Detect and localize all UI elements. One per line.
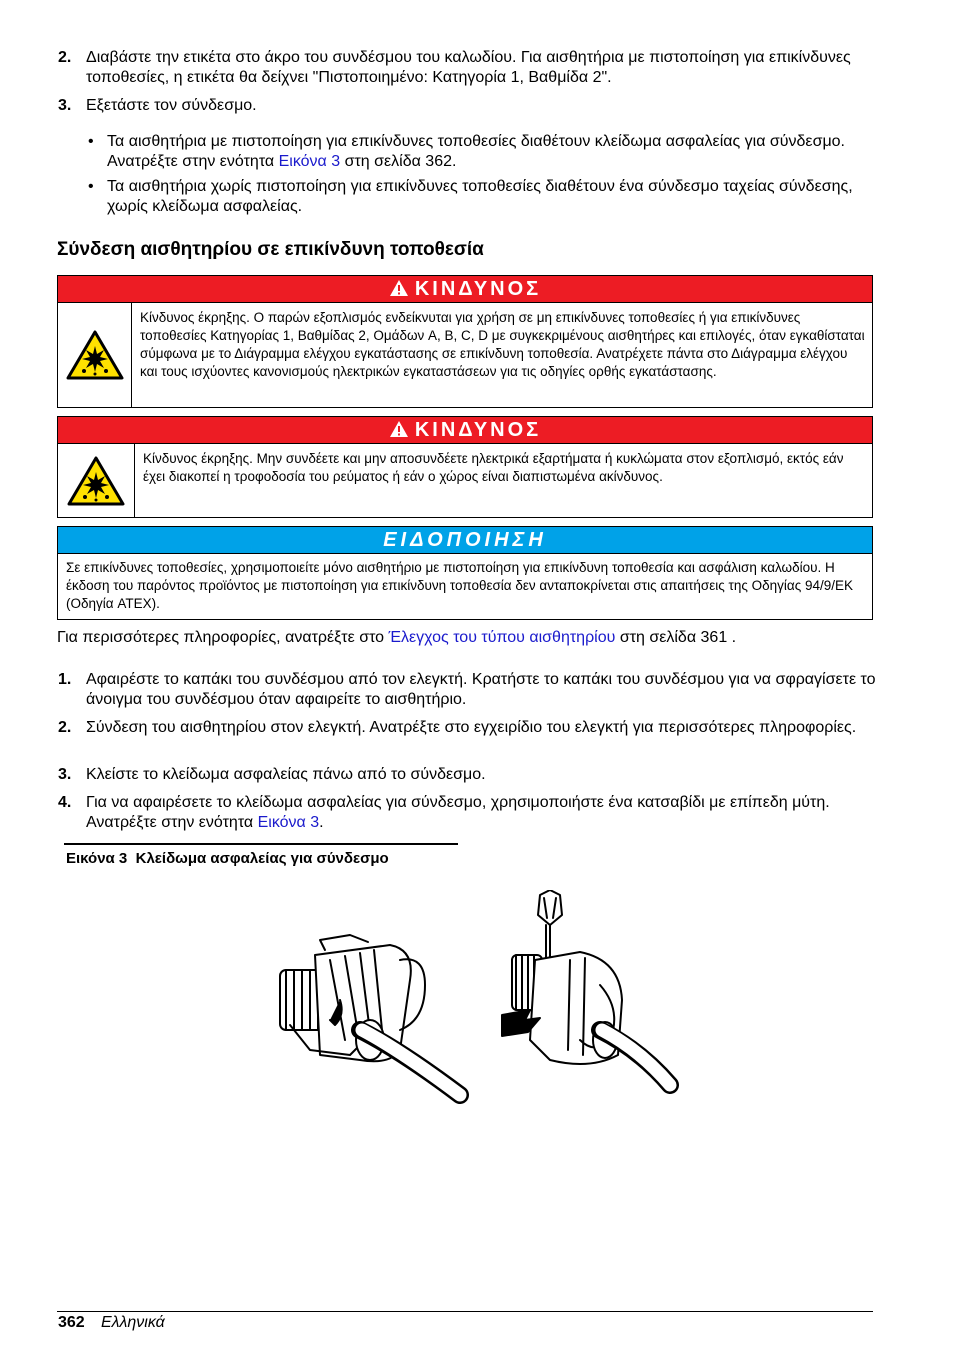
caption-rule — [64, 843, 458, 845]
bullet-marker: • — [88, 178, 94, 195]
figure-link[interactable]: Εικόνα 3 — [257, 814, 320, 831]
step-text: Αφαιρέστε το καπάκι του συνδέσμου από τον ελεγκτή. Κρατήστε το καπάκι του συνδέσμου για να σφραγίσετε το άνοιγμα του συνδέσμου όταν αφαιρείτε το αισθητήριο. — [86, 671, 876, 708]
more-info-part: στη σελίδα 361 . — [615, 629, 737, 646]
danger-text: Κίνδυνος έκρηξης. Ο παρών εξοπλισμός ενδείκνυται για χρήση σε μη επικίνδυνες τοποθεσίες ή για επικίνδυνες τοποθεσίες Κατηγορίας 1, Βαθμίδας 2, Ομάδων A, B, C, D με συγκεκριμένους αισθητήρες και επιλογές, όταν εγκαθίσταται σύμφωνα με το Διάγραμμα ελέγχου εγκατάστασης σε επικίνδυνη τοποθεσία. Ανατρέχετε πάντα στο Διάγραμμα ελέγχου και τους ισχύοντες κανονισμούς ηλεκτρικών εγκαταστάσεων για τις οδηγίες ορθής εγκατάστασης. — [140, 310, 865, 379]
danger-title: ΚΙΝΔΥΝΟΣ — [414, 278, 542, 300]
figure-caption: Εικόνα 3 Κλείδωμα ασφαλείας για σύνδεσμο — [66, 850, 389, 867]
bullet-text-part: στη σελίδα 362. — [340, 153, 457, 170]
connector-lock-illustration — [250, 890, 680, 1115]
explosion-hazard-icon — [58, 444, 135, 517]
step-number: 2. — [58, 49, 72, 66]
danger-header — [58, 417, 872, 444]
bullet-text-part: Τα αισθητήρια με πιστοποίηση για επικίνδυνες τοποθεσίες διαθέτουν κλείδωμα ασφαλείας για σύνδεσμο. Ανατρέξτε στην ενότητα — [107, 133, 845, 170]
step-number: 1. — [58, 671, 72, 688]
bullet-text: Τα αισθητήρια χωρίς πιστοποίηση για επικίνδυνες τοποθεσίες διαθέτουν ένα σύνδεσμο ταχείας σύνδεσης, χωρίς κλείδωμα ασφαλείας. — [107, 178, 853, 215]
figure-link[interactable]: Εικόνα 3 — [278, 153, 341, 170]
danger-box — [57, 275, 873, 408]
sensor-type-link[interactable]: Έλεγχος του τύπου αισθητηρίου — [388, 629, 616, 646]
page-number: 362 — [58, 1314, 85, 1331]
notice-text: Σε επικίνδυνες τοποθεσίες, χρησιμοποιείτε μόνο αισθητήριο με πιστοποίηση για επικίνδυνη τοποθεσία και ασφάλιση καλωδίου. Η έκδοση του παρόντος προϊόντος με πιστοποίηση για επικίνδυνη τοποθεσία δεν ανταποκρίνεται στις απαιτήσεις της Οδηγίας 94/9/ΕΚ (Οδηγία ATEX). — [66, 560, 853, 611]
step-number: 3. — [58, 766, 72, 783]
footer-language: Ελληνικά — [101, 1314, 165, 1331]
step-number: 3. — [58, 97, 72, 114]
step-text-part: . — [319, 814, 324, 831]
step-text: Εξετάστε τον σύνδεσμο. — [86, 97, 257, 114]
warning-triangle-icon — [389, 419, 409, 446]
step-number: 4. — [58, 794, 72, 811]
step-text: Διαβάστε την ετικέτα στο άκρο του συνδέσμου του καλωδίου. Για αισθητήρια με πιστοποίηση για επικίνδυνες τοποθεσίες, η ετικέτα θα δείχνει "Πιστοποιημένο: Κατηγορία 1, Βαθμίδα 2". — [86, 49, 851, 86]
more-info — [57, 628, 877, 648]
step-text: Σύνδεση του αισθητηρίου στον ελεγκτή. Ανατρέξτε στο εγχειρίδιο του ελεγκτή για περισσότερες πληροφορίες. — [86, 719, 857, 736]
explosion-hazard-icon — [58, 303, 132, 407]
step-text: Κλείστε το κλείδωμα ασφαλείας πάνω από το σύνδεσμο. — [86, 766, 486, 783]
warning-triangle-icon — [389, 278, 409, 305]
danger-box — [57, 416, 873, 518]
step-text — [86, 793, 876, 833]
danger-title: ΚΙΝΔΥΝΟΣ — [414, 419, 542, 441]
step-number: 2. — [58, 719, 72, 736]
more-info-part: Για περισσότερες πληροφορίες, ανατρέξτε στο — [57, 629, 389, 646]
notice-header: ΕΙΔΟΠΟΙΗΣΗ — [58, 527, 872, 554]
danger-header — [58, 276, 872, 303]
notice-box — [57, 526, 873, 620]
step-text-part: Για να αφαιρέσετε το κλείδωμα ασφαλείας για σύνδεσμο, χρησιμοποιήστε ένα κατσαβίδι με επίπεδη μύτη. Ανατρέξτε στην ενότητα — [86, 794, 830, 831]
bullet-text — [107, 132, 877, 172]
bullet-marker: • — [88, 133, 94, 150]
footer-rule — [57, 1311, 873, 1312]
danger-text: Κίνδυνος έκρηξης. Μην συνδέετε και μην αποσυνδέετε ηλεκτρικά εξαρτήματα ή κυκλώματα στον εξοπλισμό, εκτός εάν έχει διακοπεί η τροφοδοσία του ρεύματος ή εάν ο χώρος είναι διαπιστωμένα ακίνδυνος. — [143, 451, 844, 484]
section-heading: Σύνδεση αισθητηρίου σε επικίνδυνη τοποθεσία — [57, 239, 484, 260]
